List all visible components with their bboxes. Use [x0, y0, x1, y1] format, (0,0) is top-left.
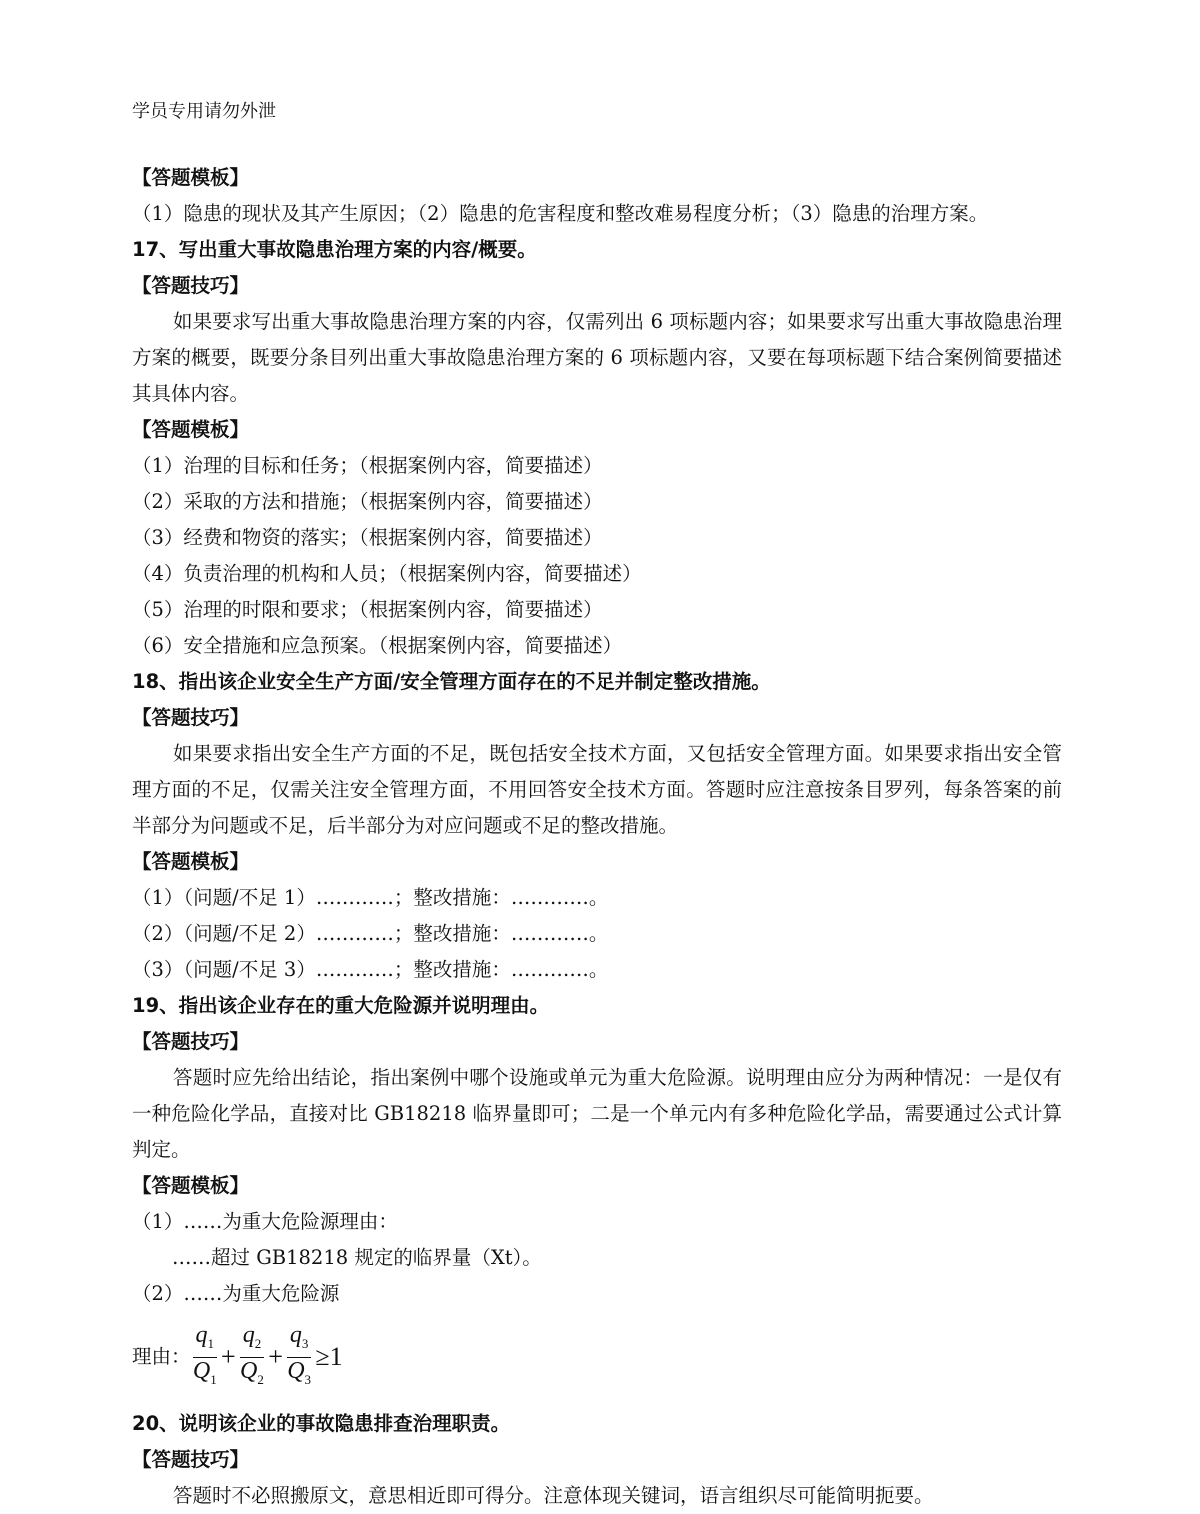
section-heading: 20、说明该企业的事故隐患排查治理职责。	[132, 1412, 511, 1435]
denominator-sub: 3	[304, 1371, 312, 1387]
list-item: （3）（问题/不足 3）…………；整改措施：…………。	[132, 958, 609, 981]
plus-sign: +	[221, 1342, 236, 1371]
list-item: （1）……为重大危险源理由：	[132, 1210, 398, 1233]
section-heading: 18、指出该企业安全生产方面/安全管理方面存在的不足并制定整改措施。	[132, 670, 771, 693]
list-item: （1）治理的目标和任务；（根据案例内容，简要描述）	[132, 454, 603, 477]
list-item: （5）治理的时限和要求；（根据案例内容，简要描述）	[132, 598, 603, 621]
numerator	[287, 1322, 312, 1358]
section-heading: 【答题技巧】	[132, 706, 250, 729]
numerator-var: q	[195, 1321, 208, 1348]
list-item: （1）隐患的现状及其产生原因；（2）隐患的危害程度和整改难易程度分析；（3）隐患的治理方案。	[132, 202, 989, 225]
list-item: （3）经费和物资的落实；（根据案例内容，简要描述）	[132, 526, 603, 549]
section-heading: 19、指出该企业存在的重大危险源并说明理由。	[132, 994, 550, 1017]
fraction	[287, 1322, 312, 1393]
formula-label: 理由：	[132, 1345, 191, 1368]
list-item: ……超过 GB18218 规定的临界量（Xt）。	[172, 1246, 542, 1269]
section-heading: 【答题技巧】	[132, 1448, 250, 1471]
section-heading: 【答题模板】	[132, 850, 250, 873]
denominator	[287, 1358, 311, 1393]
denominator-sub: 1	[210, 1371, 217, 1387]
numerator	[240, 1322, 265, 1358]
section-heading: 17、写出重大事故隐患治理方案的内容/概要。	[132, 238, 537, 261]
denominator-sub: 2	[257, 1371, 264, 1387]
list-item: （2）（问题/不足 2）…………；整改措施：…………。	[132, 922, 609, 945]
denominator-var: Q	[287, 1357, 305, 1384]
numerator-sub: 2	[254, 1335, 262, 1351]
paragraph: 答题时不必照搬原文，意思相近即可得分。注意体现关键词，语言组织尽可能简明扼要。	[172, 1484, 934, 1507]
section-heading: 【答题模板】	[132, 1174, 250, 1197]
section-q20	[132, 1406, 1062, 1514]
section-heading: 【答题技巧】	[132, 1030, 250, 1053]
section-heading: 【答题模板】	[132, 166, 250, 189]
document-body	[132, 160, 1062, 1514]
denominator-var: Q	[240, 1357, 258, 1384]
numerator-var: q	[242, 1321, 255, 1348]
numerator-var: q	[289, 1321, 302, 1348]
numerator-sub: 3	[301, 1335, 309, 1351]
paragraph: 答题时应先给出结论，指出案例中哪个设施或单元为重大危险源。说明理由应分为两种情况：一是仅有一种危险化学品，直接对比 GB18218 临界量即可；二是一个单元内有多种危险化学品，需要通过公式计算判定。	[132, 1066, 1062, 1161]
list-item: （4）负责治理的机构和人员；（根据案例内容，简要描述）	[132, 562, 642, 585]
section-heading: 【答题技巧】	[132, 274, 250, 297]
section-q16-19	[132, 160, 1062, 1312]
fraction	[193, 1322, 218, 1393]
numerator	[193, 1322, 218, 1358]
paragraph: 如果要求写出重大事故隐患治理方案的内容，仅需列出 6 项标题内容；如果要求写出重大事故隐患治理方案的概要，既要分条目列出重大事故隐患治理方案的 6 项标题内容，又要在每项标题下结合案例简要描述其具体内容。	[132, 310, 1062, 405]
fraction	[240, 1322, 265, 1393]
relation: ≥1	[315, 1342, 343, 1371]
numerator-sub: 1	[207, 1335, 215, 1351]
list-item: （6）安全措施和应急预案。（根据案例内容，简要描述）	[132, 634, 623, 657]
list-item: （2）采取的方法和措施；（根据案例内容，简要描述）	[132, 490, 603, 513]
denominator-var: Q	[192, 1357, 211, 1384]
formula	[132, 1322, 1062, 1392]
list-item: （1）（问题/不足 1）…………；整改措施：…………。	[132, 886, 609, 909]
denominator	[193, 1358, 217, 1393]
paragraph: 如果要求指出安全生产方面的不足，既包括安全技术方面，又包括安全管理方面。如果要求指出安全管理方面的不足，仅需关注安全管理方面，不用回答安全技术方面。答题时应注意按条目罗列，每条答案的前半部分为问题或不足，后半部分为对应问题或不足的整改措施。	[132, 742, 1062, 837]
page-header: 学员专用请勿外泄	[132, 101, 276, 122]
denominator	[240, 1358, 264, 1393]
section-heading: 【答题模板】	[132, 418, 250, 441]
plus-sign: +	[268, 1342, 283, 1371]
formula-expression	[191, 1322, 345, 1393]
list-item: （2）……为重大危险源	[132, 1282, 340, 1305]
